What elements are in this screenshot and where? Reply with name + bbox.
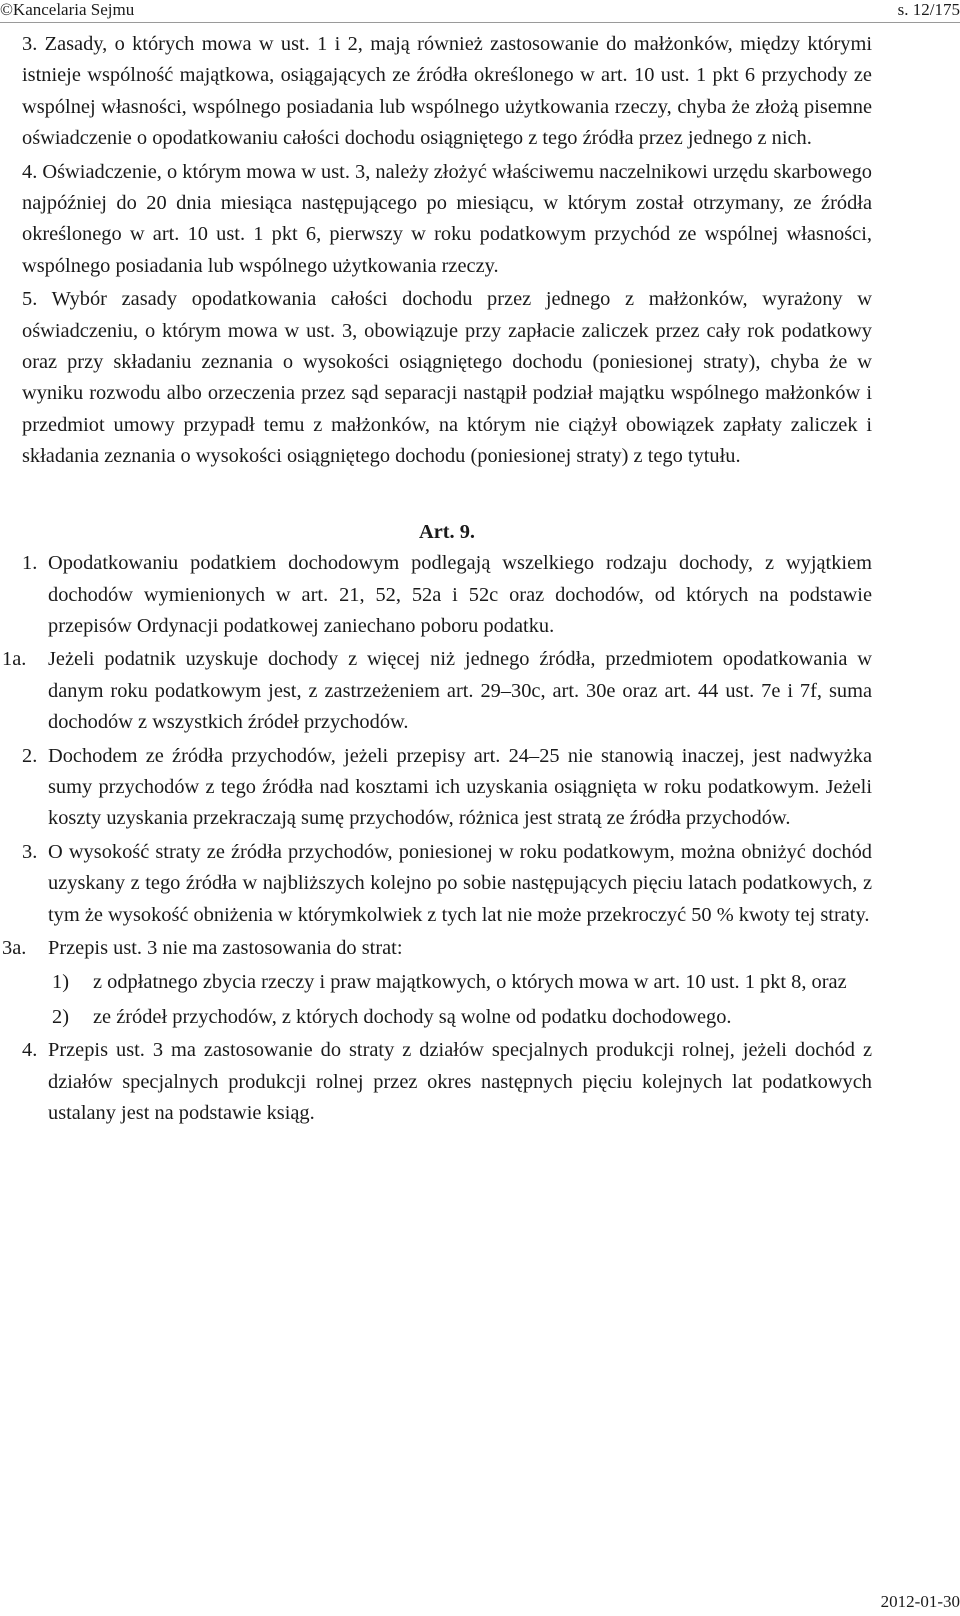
paragraph-5: 5. Wybór zasady opodatkowania całości dochodu przez jednego z małżonków, wyrażony w oświadczeniu, o którym mowa w ust. 3, obowiązuje przy zapłacie zaliczek przez cały rok podatkowy oraz przy składaniu zeznania o wysokości osiągniętego dochodu (poniesionej straty), chyba że w wyniku rozwodu albo orzeczenia przez sąd separacji nastąpił podział majątku wspólnego małżonków i przedmiot umowy przypadł temu z małżonków, na którym nie ciążył obowiązek zapłaty zaliczek i składania zeznania o wysokości osiągniętego dochodu (poniesionej straty) z tego tytułu. [22, 288, 872, 468]
article-item-1 [22, 548, 872, 642]
article-item-1a [2, 644, 872, 738]
article-item-3 [22, 837, 872, 931]
subitem-2 [22, 1002, 872, 1033]
item-number: 2. [22, 744, 38, 767]
article-item-2 [22, 741, 872, 835]
item-number: 1. [22, 552, 38, 575]
item-text: Przepis ust. 3 nie ma zastosowania do strat: [48, 936, 403, 959]
article-item-4 [22, 1035, 872, 1129]
header-divider [0, 22, 960, 23]
article-item-3a [2, 933, 872, 964]
subitem-1 [22, 967, 872, 998]
article-title: Art. 9. [418, 520, 476, 543]
paragraph-3: 3. Zasady, o których mowa w ust. 1 i 2, mają również zastosowanie do małżonków, między którymi istnieje wspólność majątkowa, osiągających ze źródła określonego w art. 10 ust. 1 pkt 6 przychody ze wspólnej własności, wspólnego posiadania lub wspólnego użytkowania rzeczy, chyba że złożą pisemne oświadczenie o opodatkowaniu całości dochodu osiągniętego z tego źródła przez jednego z nich. [22, 33, 872, 150]
header-copyright: ©Kancelaria Sejmu [0, 0, 135, 19]
item-text: Opodatkowaniu podatkiem dochodowym podlegają wszelkiego rodzaju dochody, z wyjątkiem dochodów wymienionych w art. 21, 52, 52a i 52c oraz dochodów, od których na podstawie przepisów Ordynacji podatkowej zaniechano poboru podatku. [48, 552, 872, 637]
header-page-number: s. 12/175 [897, 0, 960, 19]
item-number: 3. [22, 840, 38, 863]
item-number: 1a. [2, 648, 27, 671]
item-text: Dochodem ze źródła przychodów, jeżeli przepisy art. 24–25 nie stanowią inaczej, jest nadwyżka sumy przychodów z tego źródła nad kosztami ich uzyskania osiągnięta w roku podatkowym. Jeżeli koszty uzyskania przekraczają sumę przychodów, różnica jest stratą ze źródła przychodów. [48, 744, 872, 830]
subitem-text: ze źródeł przychodów, z których dochody są wolne od podatku dochodowego. [93, 1005, 732, 1028]
item-text: Jeżeli podatnik uzyskuje dochody z więcej niż jednego źródła, przedmiotem opodatkowania w danym roku podatkowym jest, z zastrzeżeniem art. 29–30c, art. 30e oraz art. 44 ust. 7e i 7f, suma dochodów z wszystkich źródeł przychodów. [48, 648, 872, 734]
item-number: 3a. [2, 936, 27, 959]
subitem-number: 2) [52, 1005, 69, 1028]
item-number: 4. [22, 1039, 38, 1062]
document-body [2, 29, 872, 1131]
subitem-text: z odpłatnego zbycia rzeczy i praw majątkowych, o których mowa w art. 10 ust. 1 pkt 8, oraz [93, 971, 847, 994]
subitem-number: 1) [52, 971, 69, 994]
paragraph-4: 4. Oświadczenie, o którym mowa w ust. 3, należy złożyć właściwemu naczelnikowi urzędu skarbowego najpóźniej do 20 dnia miesiąca następującego po miesiącu, w którym został otrzymany, ze źródła określonego w art. 10 ust. 1 pkt 6, pierwszy w roku podatkowym przychód ze wspólnej własności, wspólnego posiadania lub wspólnego użytkowania rzeczy. [22, 160, 872, 277]
item-text: O wysokość straty ze źródła przychodów, poniesionej w roku podatkowym, można obniżyć dochód uzyskany z tego źródła w najbliższych kolejno po sobie następujących pięciu latach podatkowych, z tym że wysokość obniżenia w którymkolwiek z tych lat nie może przekroczyć 50 % kwoty tej straty. [48, 840, 872, 926]
footer-date: 2012-01-30 [880, 1592, 960, 1611]
item-text: Przepis ust. 3 ma zastosowanie do straty z działów specjalnych produkcji rolnej, jeżeli dochód z działów specjalnych produkcji rolnej przez okres następnych pięciu kolejnych lat podatkowych ustalany jest na podstawie ksiąg. [48, 1039, 872, 1124]
